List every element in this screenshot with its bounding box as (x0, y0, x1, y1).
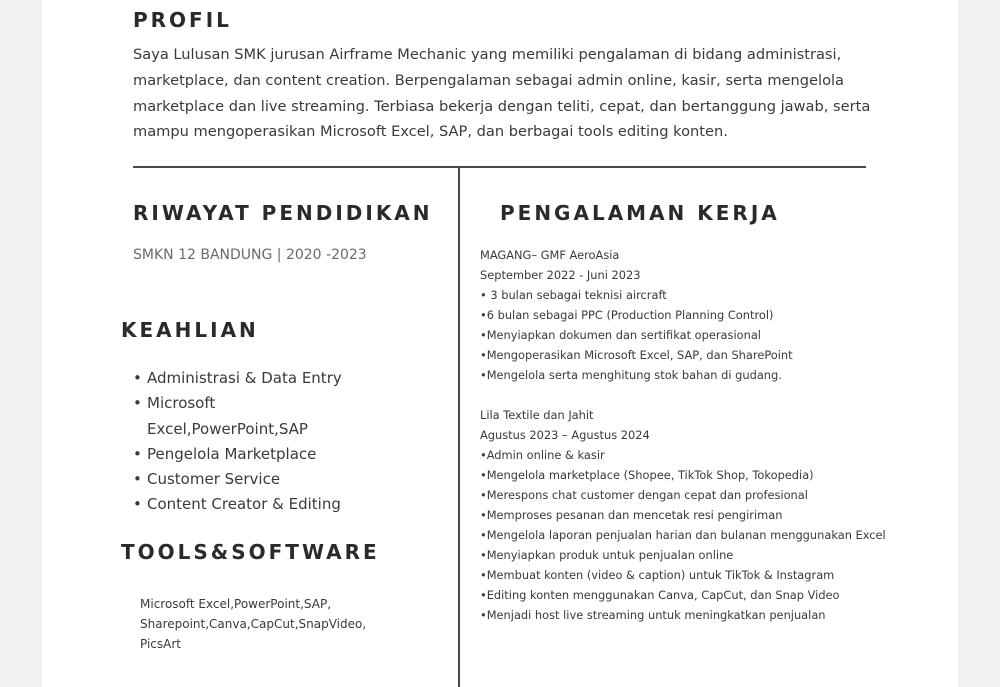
job-point: •Membuat konten (video & caption) untuk TikTok & Instagram (480, 568, 835, 582)
education-entry: SMKN 12 BANDUNG | 2020 -2023 (133, 247, 367, 263)
horizontal-divider (133, 166, 866, 168)
skill-item: • Customer Service (133, 467, 433, 492)
profile-text: Saya Lulusan SMK jurusan Airframe Mechanic yang memiliki pengalaman di bidang administrasi, marketplace, dan content creation. Berpengalaman sebagai admin online, kasir, serta mengelola marketplace dan live streaming. Terbiasa bekerja dengan teliti, cepat, dan bertanggung jawab, serta mampu mengoperasikan Microsoft Excel, SAP, dan berbagai tools editing konten. (133, 46, 871, 141)
job-period: Agustus 2023 – Agustus 2024 (480, 428, 650, 442)
job-point: •Editing konten menggunakan Canva, CapCut, dan Snap Video (480, 588, 840, 602)
job-point: •6 bulan sebagai PPC (Production Planning Control) (480, 308, 774, 322)
job-title: MAGANG– GMF AeroAsia (480, 248, 620, 262)
vertical-divider (458, 167, 460, 687)
job-point: •Admin online & kasir (480, 448, 605, 462)
profile-heading: PROFIL (133, 8, 232, 32)
skill-item: • Administrasi & Data Entry (133, 366, 433, 391)
tools-heading: TOOLS&SOFTWARE (121, 540, 380, 564)
skills-heading: KEAHLIAN (121, 318, 259, 342)
skill-item: • Pengelola Marketplace (133, 442, 433, 467)
skills-list (133, 366, 433, 518)
job-period: September 2022 - Juni 2023 (480, 268, 641, 282)
skill-item: • Microsoft Excel,PowerPoint,SAP (133, 391, 327, 442)
job-title: Lila Textile dan Jahit (480, 408, 594, 422)
tools-text: Microsoft Excel,PowerPoint,SAP, Sharepoint,Canva,CapCut,SnapVideo, PicsArt (140, 597, 367, 651)
job-point: •Mengoperasikan Microsoft Excel, SAP, dan SharePoint (480, 348, 793, 362)
job-point: •Mengelola laporan penjualan harian dan bulanan menggunakan Excel (480, 528, 886, 542)
job-point: •Memproses pesanan dan mencetak resi pengiriman (480, 508, 783, 522)
job-point: •Menyiapkan produk untuk penjualan online (480, 548, 734, 562)
job-point: •Merespons chat customer dengan cepat dan profesional (480, 488, 808, 502)
job-point: •Menyiapkan dokumen dan sertifikat operasional (480, 328, 761, 342)
job-point: • 3 bulan sebagai teknisi aircraft (480, 288, 667, 302)
job-entry-gmf (480, 245, 950, 385)
skill-item: • Content Creator & Editing (133, 492, 433, 517)
job-point: •Menjadi host live streaming untuk meningkatkan penjualan (480, 608, 826, 622)
job-point: •Mengelola serta menghitung stok bahan di gudang. (480, 368, 782, 382)
job-point: •Mengelola marketplace (Shopee, TikTok Shop, Tokopedia) (480, 468, 814, 482)
job-entry-lila (480, 405, 950, 625)
education-heading: RIWAYAT PENDIDIKAN (133, 201, 433, 225)
experience-heading: PENGALAMAN KERJA (500, 201, 780, 225)
